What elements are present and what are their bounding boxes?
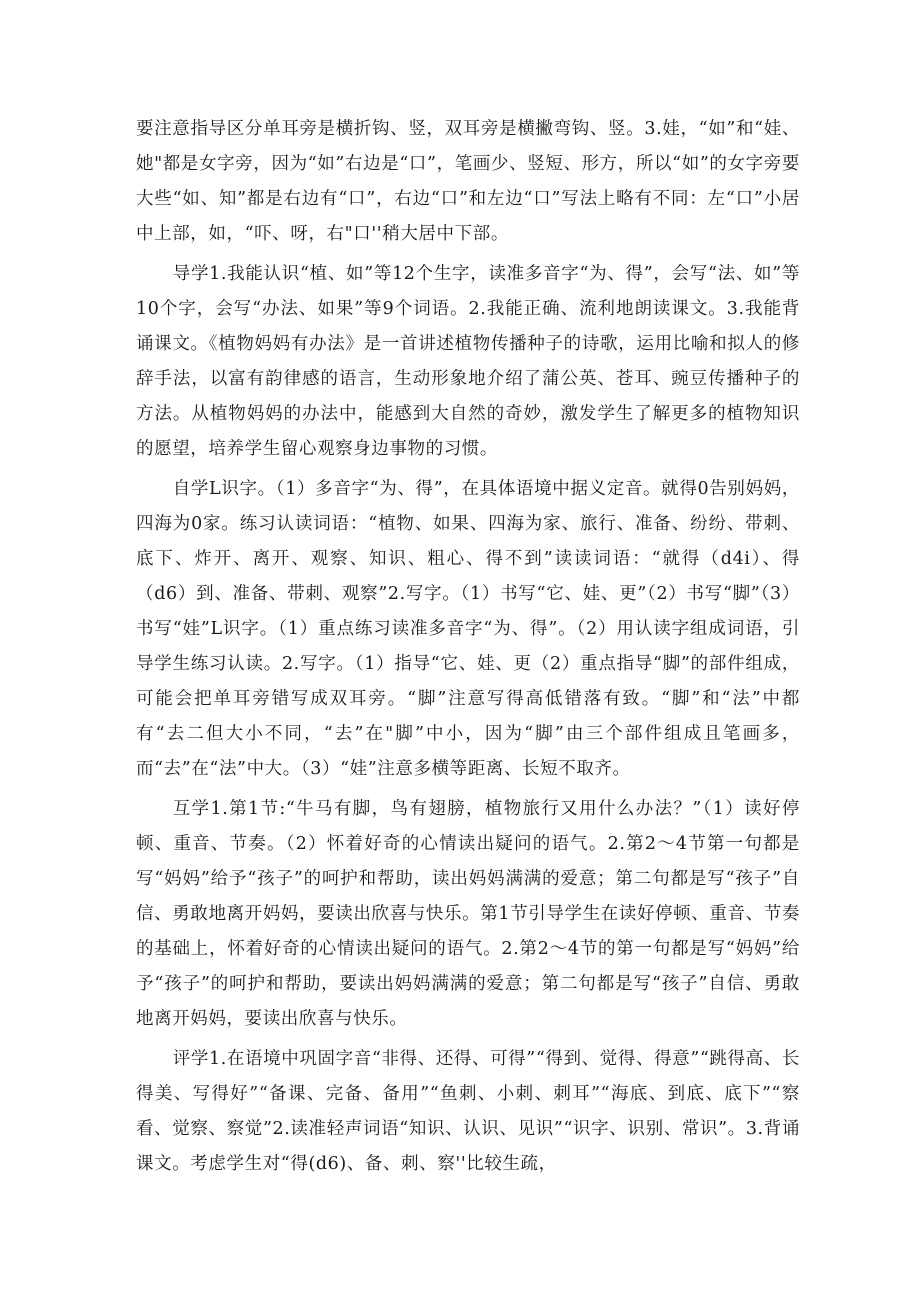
paragraph-pingxue: 评学1.在语境中巩固字音“非得、还得、可得”“得到、觉得、得意”“跳得高、长得美、写得好”“备课、完备、备用”“鱼刺、小刺、刺耳”“海底、到底、底下”“察看、觉察、察觉”2.读准轻声词语“知识、认识、见识”“识字、识别、常识”。3.背诵课文。考虑学生对“得(d6)、备、刺、察''比较生疏， <box>136 1049 800 1174</box>
paragraph-huxue: 互学1.第1节:“牛马有脚，鸟有翅膀，植物旅行又用什么办法？”（1）读好停顿、重音、节奏。（2）怀着好奇的心情读出疑问的语气。2.第2～4节第一句都是写“妈妈”给予“孩子”的呵护和帮助，读出妈妈满满的爱意；第二句都是写“孩子”自信、勇敢地离开妈妈，要读出欣喜与快乐。第1节引导学生在读好停顿、重音、节奏的基础上，怀着好奇的心情读出疑问的语气。2.第2～4节的第一句都是写“妈妈”给予“孩子”的呵护和帮助，要读出妈妈满满的爱意；第二句都是写“孩子”自信、勇敢地离开妈妈，要读出欣喜与快乐。 <box>136 799 800 1029</box>
paragraph-continuation: 要注意指导区分单耳旁是横折钩、竖，双耳旁是横撇弯钩、竖。3.娃，“如”和“娃、她"都是女字旁，因为“如”右边是“口”，笔画少、竖短、形方，所以“如”的女字旁要大些“如、知”都是右边有“口”，右边“口”和左边“口”写法上略有不同：左“口”小居中上部，如，“吓、呀，右"口''稍大居中下部。 <box>136 119 801 244</box>
document-body <box>136 112 800 1187</box>
paragraph-zixue: 自学L识字。（1）多音字“为、得”，在具体语境中据义定音。就得0告别妈妈，四海为0家。练习认读词语：“植物、如果、四海为家、旅行、准备、纷纷、带刺、底下、炸开、离开、观察、知识、粗心、得不到”读读词语：“就得（d4i）、得（d6）到、准备、带刺、观察”2.写字。（1）书写“它、娃、更”（2）书写“脚”（3）书写“娃”L识字。（1）重点练习读准多音字“为、得”。（2）用认读字组成词语，引导学生练习认读。2.写字。（1）指导“它、娃、更（2）重点指导“脚”的部件组成，可能会把单耳旁错写成双耳旁。“脚”注意写得高低错落有致。“脚”和“法”中都有“去二但大小不同，“去”在"脚”中小，因为“脚”由三个部件组成且笔画多，而“去”在“法”中大。（3）“娃”注意多横等距离、长短不取齐。 <box>136 479 800 779</box>
paragraph-daoxue: 导学1.我能认识“植、如”等12个生字，读准多音字“为、得”，会写“法、如”等10个字，会写“办法、如果”等9个词语。2.我能正确、流利地朗读课文。3.我能背诵课文。《植物妈妈有办法》是一首讲述植物传播种子的诗歌，运用比喻和拟人的修辞手法，以富有韵律感的语言，生动形象地介绍了蒲公英、苍耳、豌豆传播种子的方法。从植物妈妈的办法中，能感到大自然的奇妙，激发学生了解更多的植物知识的愿望，培养学生留心观察身边事物的习惯。 <box>136 264 800 459</box>
